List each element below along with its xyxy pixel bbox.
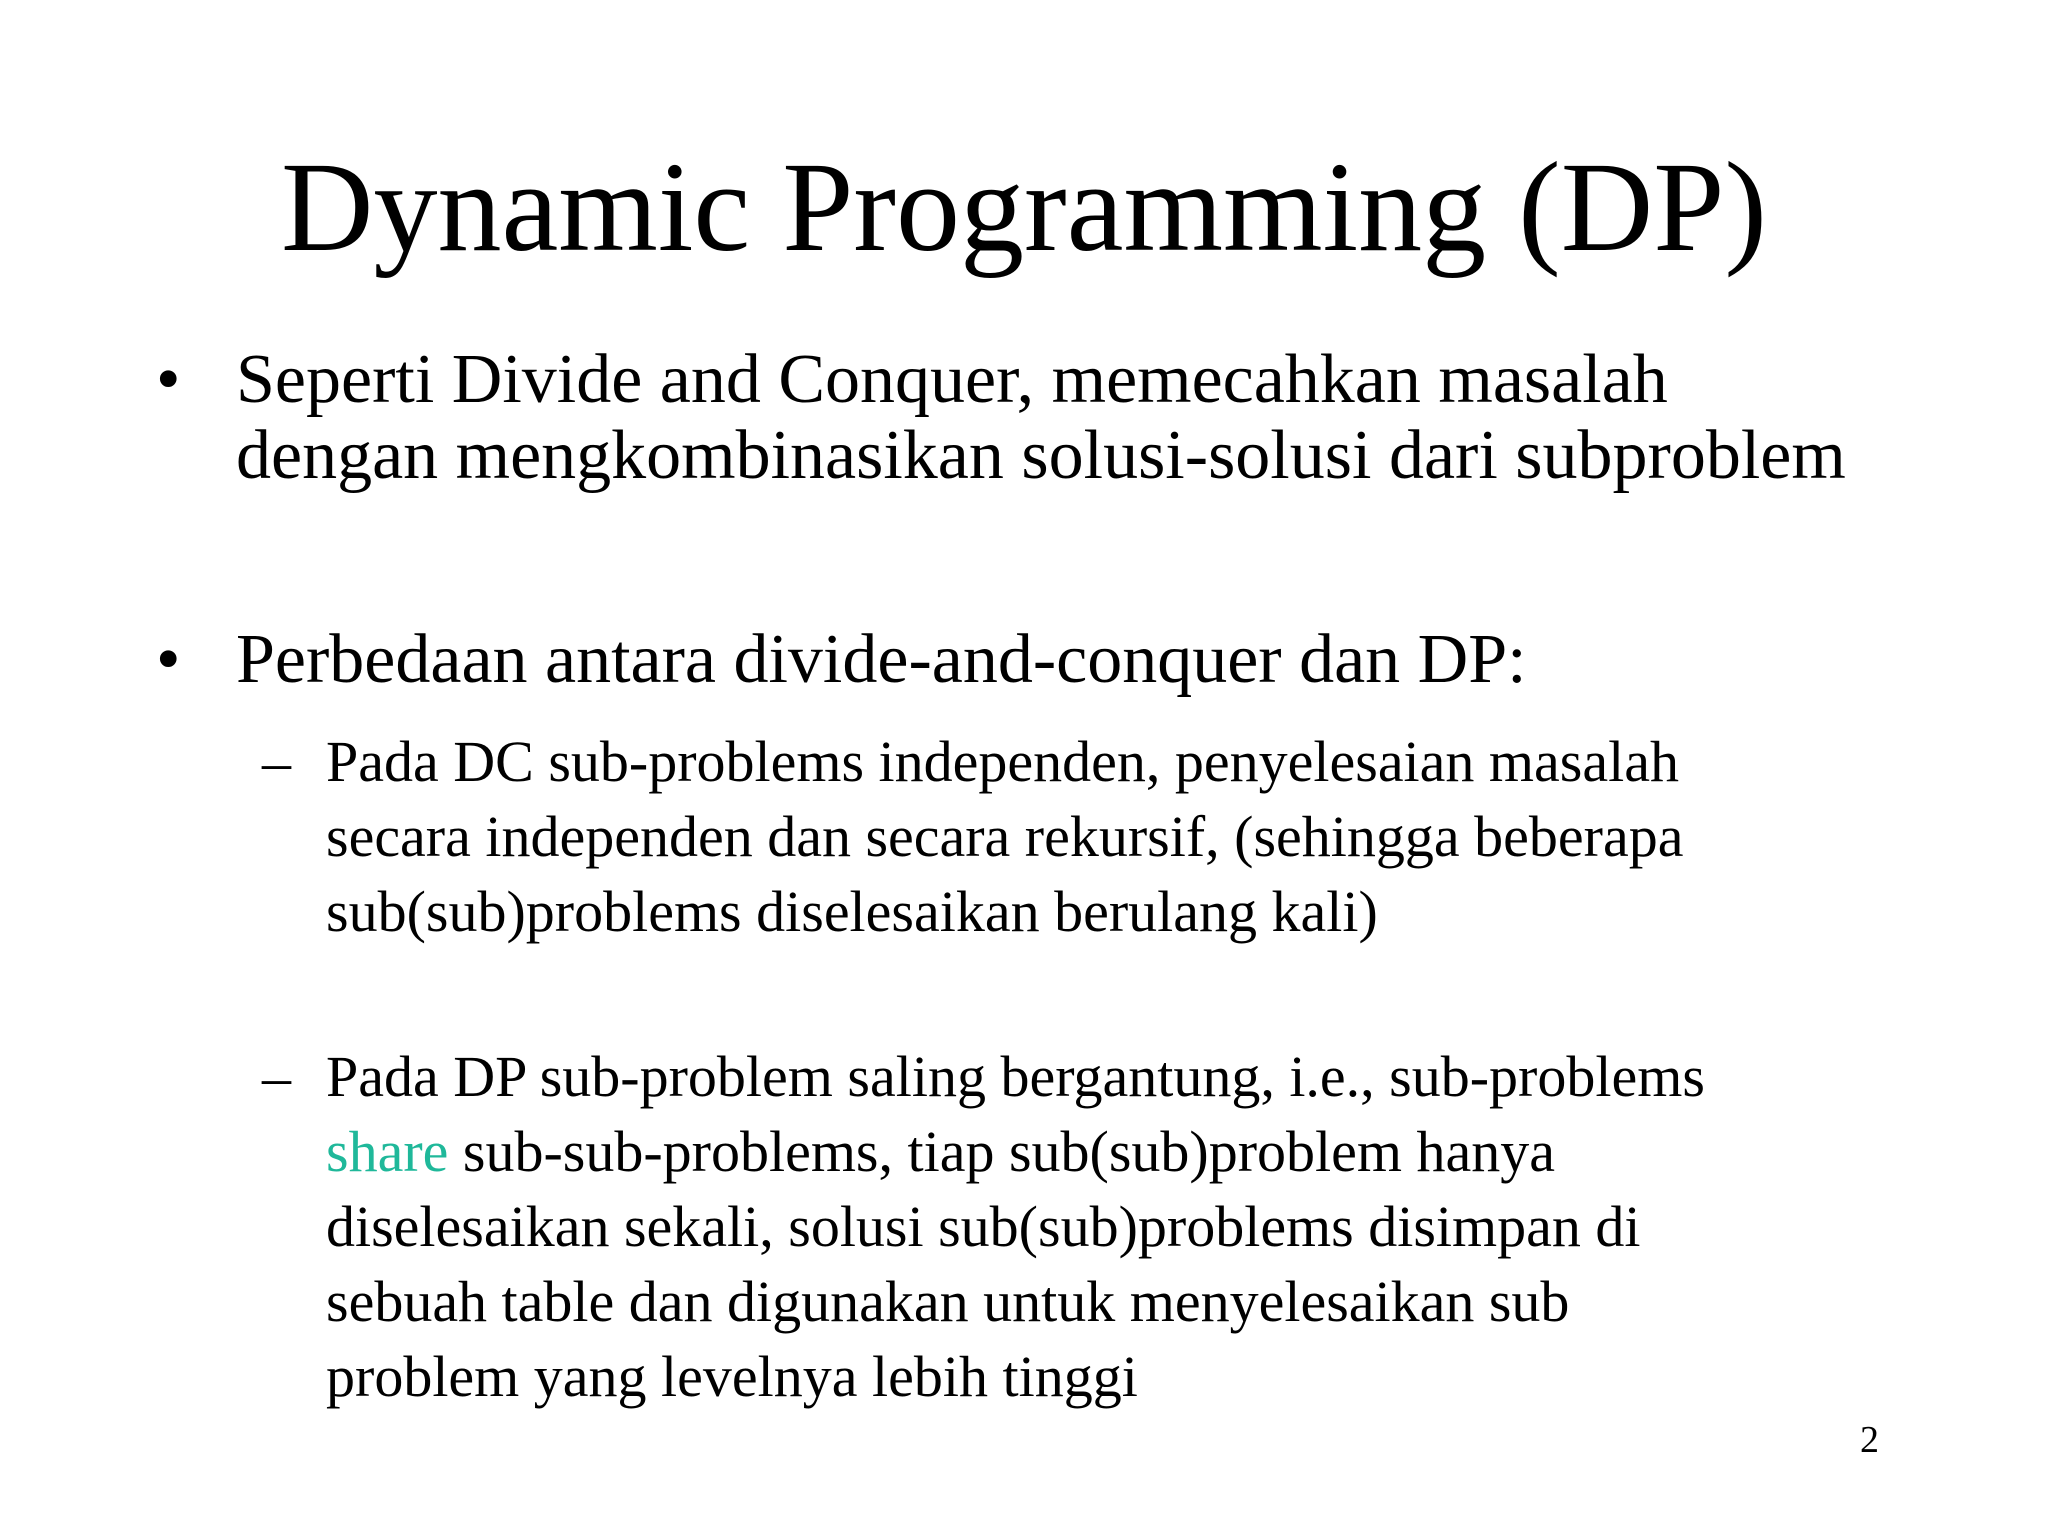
sub-bullet-item-2 bbox=[262, 1039, 1776, 1414]
sub-bullet-text-1: Pada DC sub-problems independen, penyelesaian masalah secara independen dan secara rekursif, (sehingga beberapa sub(sub)problems diselesaikan berulang kali) bbox=[326, 729, 1684, 944]
bullet-marker-2: • bbox=[156, 621, 181, 698]
slide-title: Dynamic Programming (DP) bbox=[281, 136, 1767, 278]
sub-bullet-marker-2: – bbox=[262, 1044, 291, 1109]
sub-bullet-item-1 bbox=[262, 724, 1776, 949]
sub-bullet-marker-1: – bbox=[262, 729, 291, 794]
bullet-item-2 bbox=[156, 621, 1886, 698]
bullet-marker-1: • bbox=[156, 341, 181, 418]
page-number: 2 bbox=[1860, 1419, 1879, 1461]
bullet-text-1: Seperti Divide and Conquer, memecahkan masalah dengan mengkombinasikan solusi-solusi dari subproblem bbox=[236, 341, 1846, 494]
sub-bullet-text-2-after: sub-sub-problems, tiap sub(sub)problem hanya diselesaikan sekali, solusi sub(sub)problems disimpan di sebuah table dan digunakan untuk menyelesaikan sub problem yang levelnya lebih tinggi bbox=[326, 1119, 1641, 1409]
bullet-item-1 bbox=[156, 341, 1886, 494]
bullet-text-2: Perbedaan antara divide-and-conquer dan DP: bbox=[236, 621, 1527, 698]
highlighted-word-share: share bbox=[326, 1119, 449, 1184]
sub-bullet-text-2-before: Pada DP sub-problem saling bergantung, i.e., sub-problems bbox=[326, 1044, 1705, 1109]
